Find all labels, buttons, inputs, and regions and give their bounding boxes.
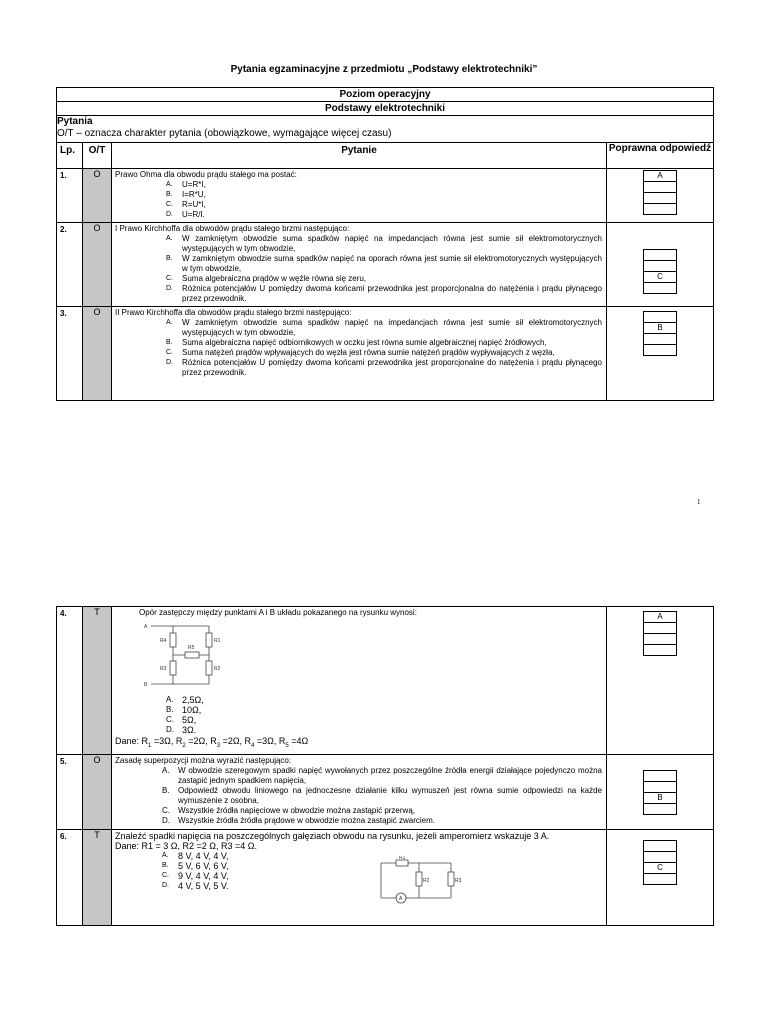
questions-table-page-1 — [56, 87, 714, 401]
question-type: O — [83, 307, 112, 401]
option-d: D. 4 V, 5 V, 5 V. — [162, 880, 229, 891]
given-values: Dane: $R_1 =3\Omega$, $R_2 =2\Omega$, $R_3 =2\Omega$, $R_4 =3\Omega$, $R_5 =4\Omega$ — [115, 736, 309, 749]
page-number: 1 — [697, 498, 701, 506]
option-a: A. W zamkniętym obwodzie suma spadków napięć na impedancjach równa jest sumie sił elektromotorycznych występujących w tym obwodzie, — [166, 234, 602, 253]
question-row — [57, 829, 714, 925]
bridge-circuit-diagram — [143, 621, 233, 689]
question-cell — [112, 223, 607, 307]
option-b: B. Suma algebraiczna napięć odbiornikowych w oczku jest równa sumie algebraicznej napięć źródłowych, — [166, 338, 547, 347]
answer-box: A — [643, 170, 677, 215]
section-label: Pytania — [57, 116, 93, 127]
r5-label: R5 — [188, 645, 195, 651]
option-a: A. W zamkniętym obwodzie suma spadków napięć na impedancjach równa jest sumie sił elektromotorycznych występujących w tym obwodzie, — [166, 318, 602, 337]
question-type: T — [83, 829, 112, 925]
r4-label: R4 — [160, 638, 167, 644]
given-values: Dane: R1 = 3 Ω, R2 =2 Ω, R3 =4 Ω. — [115, 840, 258, 851]
answer-options — [166, 234, 602, 304]
option-a: A. 8 V, 4 V, 4 V, — [162, 850, 229, 861]
option-c: C. R=U*I, — [166, 200, 206, 209]
answer-options — [166, 180, 246, 220]
level-heading: Poziom operacyjny — [57, 88, 714, 102]
ammeter-label: A — [399, 895, 403, 902]
question-type: O — [83, 169, 112, 223]
r3-label: R3 — [160, 666, 167, 672]
column-header-answer: Poprawna odpowiedź — [607, 143, 714, 169]
question-number: 6. — [57, 829, 83, 925]
question-text: Znaleźć spadki napięcia na poszczególnych gałęziach obwodu na rysunku, jeżeli amperomierz wskazuje 3 A. — [115, 830, 550, 841]
option-c: C. 9 V, 4 V, 4 V, — [162, 870, 229, 881]
question-row — [57, 223, 714, 307]
question-number: 3. — [57, 307, 83, 401]
r1-label: R1 — [214, 638, 221, 644]
answer-cell — [607, 754, 714, 829]
question-cell — [112, 307, 607, 401]
answer-cell — [607, 829, 714, 925]
document-title: Pytania egzaminacyjne z przedmiotu „Podstawy elektrotechniki” — [230, 64, 538, 75]
r1-label: R1 — [399, 855, 406, 861]
question-number: 2. — [57, 223, 83, 307]
option-d: D. Wszystkie źródła źródła prądowe w obwodzie można zastąpić zwarciem. — [162, 815, 435, 825]
question-cell — [112, 607, 607, 755]
answer-cell — [607, 223, 714, 307]
option-c: C. 5Ω, — [166, 715, 197, 725]
question-number: 4. — [57, 607, 83, 755]
r3-label: R3 — [455, 877, 462, 884]
option-d: D. 3Ω. — [166, 725, 197, 735]
column-header-ot: O/T — [83, 143, 112, 169]
ammeter-circuit-diagram — [379, 856, 463, 912]
option-b: B. 5 V, 6 V, 6 V, — [162, 860, 229, 871]
question-row — [57, 307, 714, 401]
option-b: B. Odpowiedź obwodu liniowego na jednoczesne działanie kilku wymuszeń jest równa sumie odpowiedzi na każde wymuszenie z osobna, — [162, 785, 602, 805]
section-note: O/T – oznacza charakter pytania (obowiązkowe, wymagające więcej czasu) — [57, 128, 392, 139]
answer-cell — [607, 307, 714, 401]
question-type: T — [83, 607, 112, 755]
question-text: I Prawo Kirchhoffa dla obwodów prądu stałego brzmi następująco: — [115, 224, 350, 233]
question-row — [57, 754, 714, 829]
option-d: D. Różnica potencjałów U pomiędzy dwoma końcami przewodnika jest proporcjonalna do natężenia i prądu płynącego przez przewodnik. — [166, 284, 602, 303]
question-cell — [112, 169, 607, 223]
answer-options — [162, 851, 252, 891]
question-row — [57, 169, 714, 223]
answer-cell — [607, 169, 714, 223]
option-b: B. I=R*U, — [166, 190, 206, 199]
option-c: C. Suma natężeń prądów wpływających do węzła jest równa sumie natężeń prądów wypływających z węzła, — [166, 348, 555, 357]
node-b-label: B — [144, 682, 148, 688]
answer-box: C — [643, 840, 677, 885]
r2-label: R2 — [214, 666, 221, 672]
option-b: B. W zamkniętym obwodzie suma spadków napięć na oporach równa jest sumie sił elektromotorycznych występujących w tym obwodzie, — [166, 254, 602, 273]
subject-heading: Podstawy elektrotechniki — [57, 102, 714, 116]
question-text: Prawo Ohma dla obwodu prądu stałego ma postać: — [115, 170, 297, 179]
question-row — [57, 607, 714, 755]
r2-label: R2 — [423, 877, 430, 884]
question-text: II Prawo Kirchhoffa dla obwodów prądu stałego brzmi następująco: — [115, 308, 352, 317]
option-c: C. Suma algebraiczna prądów w węźle równa się zeru, — [166, 274, 367, 283]
question-number: 1. — [57, 169, 83, 223]
question-number: 5. — [57, 754, 83, 829]
answer-options — [166, 695, 602, 735]
answer-box: C — [643, 249, 677, 294]
option-d: D. Różnica potencjałów U pomiędzy dwoma końcami przewodnika jest proporcjonalne do natężenia i prądu płynącego przez przewodnik. — [166, 358, 602, 377]
option-c: C. Wszystkie źródła napięciowe w obwodzie można zastąpić przerwą, — [162, 805, 415, 815]
option-d: D. U=R/I. — [166, 210, 205, 219]
option-b: B. 10Ω, — [166, 705, 202, 715]
answer-box: B — [643, 311, 677, 356]
question-type: O — [83, 223, 112, 307]
question-text: Zasadę superpozycji można wyrazić następująco: — [115, 755, 292, 765]
question-cell — [112, 754, 607, 829]
question-cell — [112, 829, 607, 925]
answer-options — [166, 318, 602, 378]
answer-cell — [607, 607, 714, 755]
section-legend — [57, 116, 714, 143]
answer-options — [162, 766, 602, 826]
node-a-label: A — [144, 624, 148, 630]
answer-box: A — [643, 611, 677, 656]
question-text: Opór zastępczy między punktami A i B układu pokazanego na rysunku wynosi: — [139, 608, 417, 617]
option-a: A. 2,5Ω, — [166, 695, 204, 705]
answer-box: B — [643, 770, 677, 815]
question-type: O — [83, 754, 112, 829]
column-header-lp: Lp. — [57, 143, 83, 169]
option-a: A. W obwodzie szeregowym spadki napięć wywołanych przez poszczególne źródła energii działające pojedynczo można zastąpić jednym spadkiem napięcia, — [162, 765, 602, 785]
questions-table-page-2 — [56, 606, 714, 926]
option-a: A. U=R*I, — [166, 180, 206, 189]
column-header-question: Pytanie — [112, 143, 607, 169]
